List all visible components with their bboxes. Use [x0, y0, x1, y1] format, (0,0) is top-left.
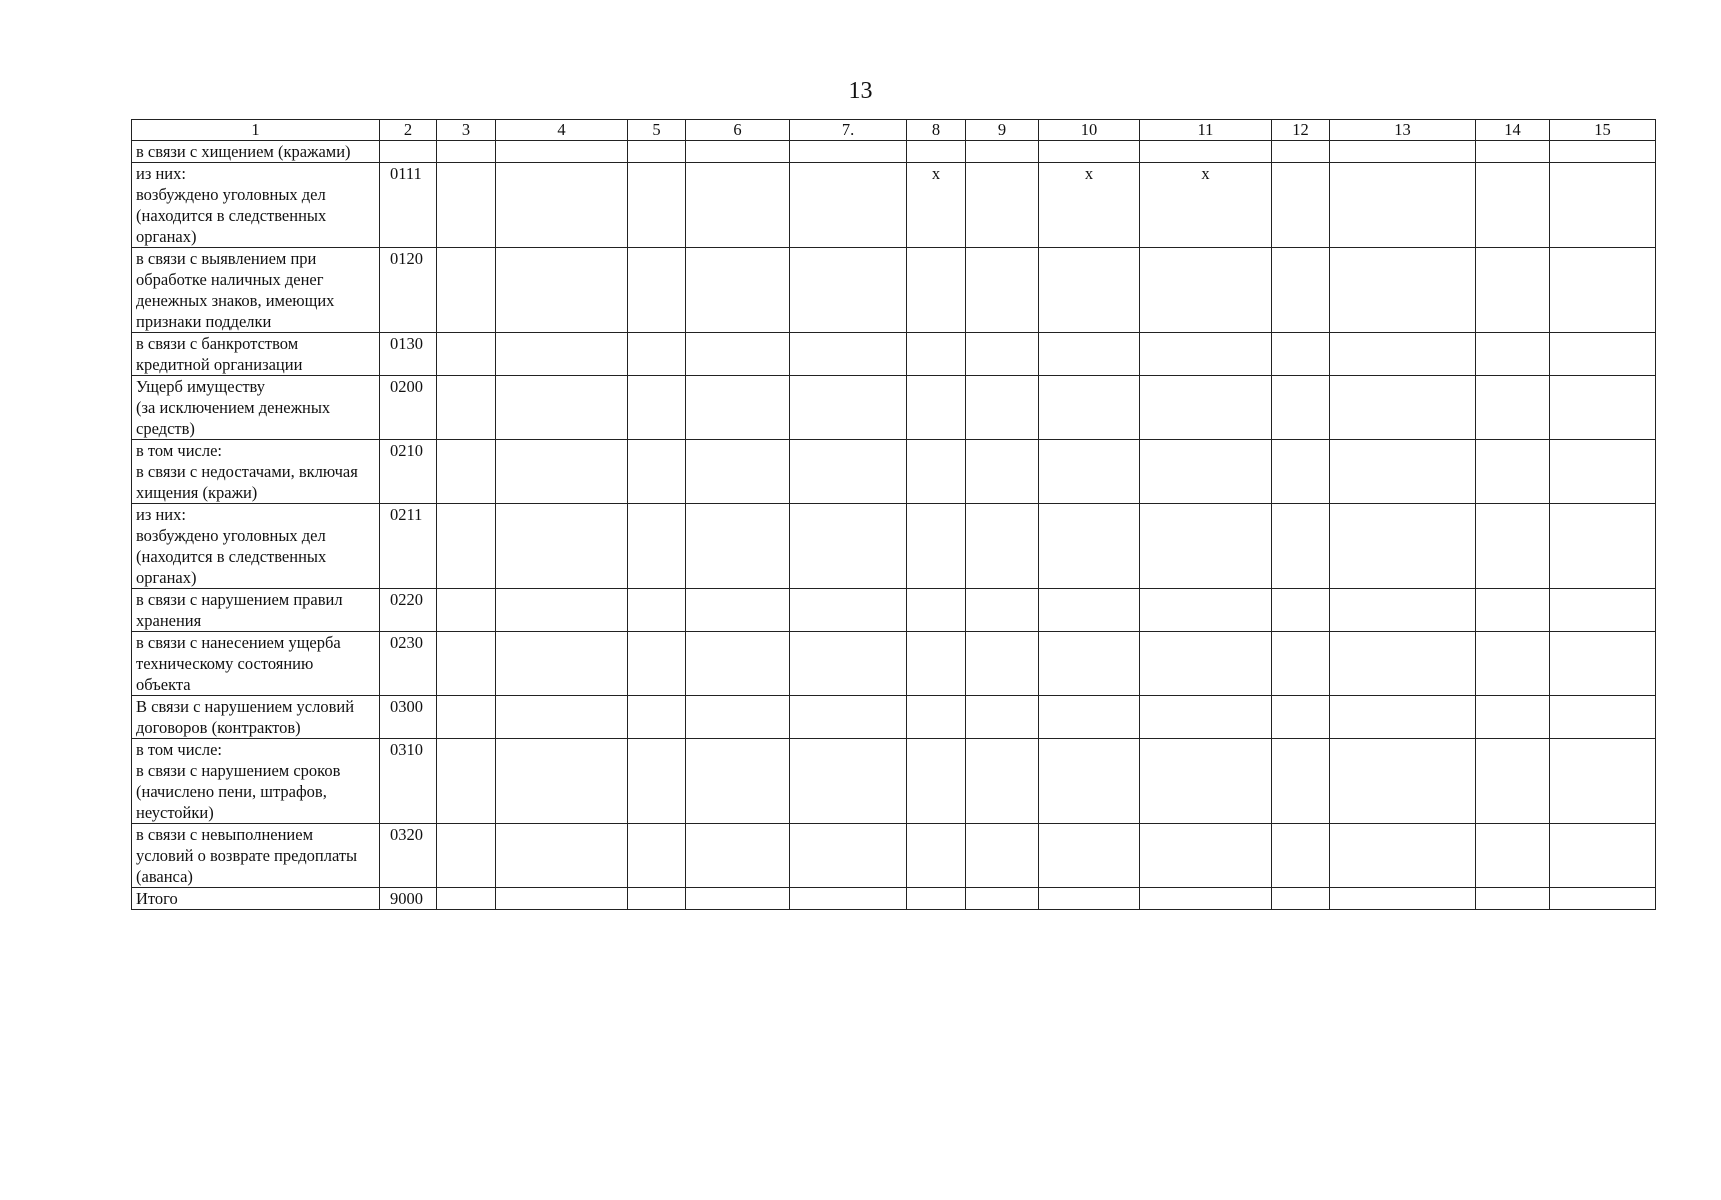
data-cell	[1476, 141, 1550, 163]
row-code: 0211	[380, 504, 437, 589]
data-cell	[437, 163, 496, 248]
data-cell	[790, 696, 907, 739]
data-cell	[1039, 589, 1140, 632]
data-cell	[496, 141, 628, 163]
data-cell	[437, 589, 496, 632]
data-cell	[1140, 333, 1272, 376]
data-cell	[1039, 888, 1140, 910]
data-cell	[686, 632, 790, 696]
data-cell	[496, 376, 628, 440]
data-cell	[1476, 589, 1550, 632]
data-cell	[1039, 376, 1140, 440]
row-label: Ущерб имуществу (за исключением денежных средств)	[132, 376, 380, 440]
data-cell	[1140, 739, 1272, 824]
data-cell	[1330, 163, 1476, 248]
data-cell	[437, 440, 496, 504]
data-cell	[790, 739, 907, 824]
data-cell	[790, 888, 907, 910]
data-cell	[1330, 141, 1476, 163]
data-cell	[1272, 696, 1330, 739]
data-cell	[1550, 739, 1656, 824]
data-cell	[1039, 248, 1140, 333]
data-cell	[496, 589, 628, 632]
data-cell	[1272, 504, 1330, 589]
data-cell	[907, 504, 966, 589]
column-number-10: 10	[1039, 120, 1140, 141]
data-cell	[437, 248, 496, 333]
row-label: в том числе: в связи с недостачами, включая хищения (кражи)	[132, 440, 380, 504]
data-cell	[686, 824, 790, 888]
data-cell	[966, 632, 1039, 696]
data-cell	[1272, 739, 1330, 824]
data-cell	[437, 333, 496, 376]
data-cell	[1272, 589, 1330, 632]
row-label: в связи с выявлением при обработке наличных денег денежных знаков, имеющих признаки подделки	[132, 248, 380, 333]
data-cell	[628, 632, 686, 696]
data-cell	[686, 141, 790, 163]
data-cell	[686, 333, 790, 376]
data-cell	[437, 504, 496, 589]
data-cell	[1039, 824, 1140, 888]
data-cell	[1272, 824, 1330, 888]
data-cell	[790, 589, 907, 632]
data-cell	[907, 739, 966, 824]
data-cell	[496, 163, 628, 248]
data-cell	[686, 589, 790, 632]
data-cell	[1039, 141, 1140, 163]
data-cell	[1550, 504, 1656, 589]
data-cell	[790, 333, 907, 376]
data-cell	[1550, 589, 1656, 632]
data-cell	[790, 440, 907, 504]
table-row	[132, 632, 1656, 696]
data-cell	[686, 696, 790, 739]
table-row	[132, 440, 1656, 504]
table-row	[132, 589, 1656, 632]
data-cell	[907, 589, 966, 632]
data-cell	[496, 333, 628, 376]
data-cell	[437, 739, 496, 824]
data-cell	[1330, 589, 1476, 632]
row-label: Итого	[132, 888, 380, 910]
column-number-15: 15	[1550, 120, 1656, 141]
data-cell	[628, 696, 686, 739]
data-cell	[686, 739, 790, 824]
data-cell	[496, 696, 628, 739]
column-number-2: 2	[380, 120, 437, 141]
data-cell	[1330, 739, 1476, 824]
report-table	[131, 119, 1656, 910]
page-number: 13	[848, 78, 873, 104]
data-cell	[907, 632, 966, 696]
data-cell	[1039, 632, 1140, 696]
data-cell	[628, 440, 686, 504]
data-cell	[1476, 739, 1550, 824]
data-cell	[1550, 632, 1656, 696]
data-cell	[1140, 824, 1272, 888]
table-row	[132, 824, 1656, 888]
row-code: 0320	[380, 824, 437, 888]
data-cell	[1550, 376, 1656, 440]
data-cell	[1140, 141, 1272, 163]
column-number-14: 14	[1476, 120, 1550, 141]
data-cell	[686, 888, 790, 910]
table-row	[132, 888, 1656, 910]
row-code	[380, 141, 437, 163]
data-cell	[1476, 888, 1550, 910]
data-cell	[966, 440, 1039, 504]
data-cell	[686, 376, 790, 440]
table-row	[132, 739, 1656, 824]
data-cell	[790, 248, 907, 333]
column-number-1: 1	[132, 120, 380, 141]
table-row	[132, 333, 1656, 376]
data-cell	[1039, 440, 1140, 504]
data-cell	[1140, 248, 1272, 333]
data-cell	[1272, 376, 1330, 440]
data-cell	[437, 696, 496, 739]
data-cell	[907, 824, 966, 888]
data-cell	[1476, 376, 1550, 440]
data-cell	[1330, 888, 1476, 910]
data-cell	[966, 141, 1039, 163]
data-cell	[790, 376, 907, 440]
row-label: в связи с банкротством кредитной организации	[132, 333, 380, 376]
table-row	[132, 141, 1656, 163]
table-row	[132, 696, 1656, 739]
data-cell	[496, 248, 628, 333]
data-cell	[966, 376, 1039, 440]
data-cell	[628, 739, 686, 824]
data-cell	[496, 440, 628, 504]
data-cell	[437, 141, 496, 163]
data-cell	[1476, 504, 1550, 589]
row-code: 0111	[380, 163, 437, 248]
data-cell	[966, 589, 1039, 632]
data-cell	[1140, 696, 1272, 739]
data-cell	[628, 504, 686, 589]
data-cell: x	[907, 163, 966, 248]
data-cell	[1140, 589, 1272, 632]
data-cell	[1330, 376, 1476, 440]
data-cell	[907, 376, 966, 440]
data-cell	[628, 589, 686, 632]
data-cell	[966, 824, 1039, 888]
data-cell	[907, 141, 966, 163]
data-cell	[628, 888, 686, 910]
data-cell	[790, 824, 907, 888]
data-cell	[628, 141, 686, 163]
data-cell	[1272, 248, 1330, 333]
column-number-12: 12	[1272, 120, 1330, 141]
data-cell	[1330, 824, 1476, 888]
data-cell	[1272, 440, 1330, 504]
data-cell	[907, 248, 966, 333]
table-row	[132, 376, 1656, 440]
row-label: из них: возбуждено уголовных дел (находится в следственных органах)	[132, 504, 380, 589]
data-cell	[1039, 739, 1140, 824]
row-label: В связи с нарушением условий договоров (контрактов)	[132, 696, 380, 739]
data-cell	[496, 888, 628, 910]
data-cell	[1140, 632, 1272, 696]
data-cell	[966, 739, 1039, 824]
data-cell	[1272, 163, 1330, 248]
data-cell	[1272, 888, 1330, 910]
data-cell	[1550, 824, 1656, 888]
row-code: 0310	[380, 739, 437, 824]
row-code: 9000	[380, 888, 437, 910]
data-cell	[966, 888, 1039, 910]
data-cell	[1330, 248, 1476, 333]
data-cell: x	[1039, 163, 1140, 248]
data-cell	[1039, 696, 1140, 739]
data-cell	[790, 141, 907, 163]
table-row	[132, 248, 1656, 333]
data-cell	[907, 696, 966, 739]
data-cell	[1476, 248, 1550, 333]
row-label: в связи с нарушением правил хранения	[132, 589, 380, 632]
data-cell	[686, 440, 790, 504]
column-number-9: 9	[966, 120, 1039, 141]
data-cell	[1140, 888, 1272, 910]
data-cell	[1330, 696, 1476, 739]
data-cell	[496, 824, 628, 888]
data-cell	[790, 504, 907, 589]
data-cell	[907, 888, 966, 910]
data-cell	[1272, 333, 1330, 376]
data-cell	[437, 376, 496, 440]
data-cell	[790, 163, 907, 248]
data-cell	[1272, 632, 1330, 696]
data-cell	[496, 632, 628, 696]
data-cell	[1550, 248, 1656, 333]
data-cell	[437, 632, 496, 696]
data-cell	[496, 739, 628, 824]
table-row	[132, 163, 1656, 248]
data-cell	[1140, 504, 1272, 589]
data-cell	[628, 163, 686, 248]
data-cell	[790, 632, 907, 696]
row-label: в связи с невыполнением условий о возврате предоплаты (аванса)	[132, 824, 380, 888]
data-cell	[686, 163, 790, 248]
data-cell	[1272, 141, 1330, 163]
row-label: в связи с нанесением ущерба техническому состоянию объекта	[132, 632, 380, 696]
data-cell	[966, 696, 1039, 739]
data-cell	[907, 440, 966, 504]
data-cell	[1476, 440, 1550, 504]
data-cell	[1550, 696, 1656, 739]
data-cell	[966, 248, 1039, 333]
data-cell	[1476, 696, 1550, 739]
data-cell	[1330, 333, 1476, 376]
data-cell: x	[1140, 163, 1272, 248]
data-cell	[628, 824, 686, 888]
row-code: 0130	[380, 333, 437, 376]
row-code: 0200	[380, 376, 437, 440]
row-code: 0300	[380, 696, 437, 739]
row-label: в том числе: в связи с нарушением сроков (начислено пени, штрафов, неустойки)	[132, 739, 380, 824]
data-cell	[1330, 632, 1476, 696]
column-number-3: 3	[437, 120, 496, 141]
data-cell	[907, 333, 966, 376]
row-label: в связи с хищением (кражами)	[132, 141, 380, 163]
data-cell	[628, 376, 686, 440]
table-body	[132, 141, 1656, 910]
row-code: 0230	[380, 632, 437, 696]
data-cell	[437, 824, 496, 888]
data-cell	[966, 163, 1039, 248]
table-row	[132, 504, 1656, 589]
data-cell	[686, 248, 790, 333]
data-cell	[1330, 440, 1476, 504]
column-number-11: 11	[1140, 120, 1272, 141]
data-cell	[1550, 141, 1656, 163]
data-cell	[1476, 163, 1550, 248]
data-cell	[437, 888, 496, 910]
data-cell	[1550, 440, 1656, 504]
column-number-row	[132, 120, 1656, 141]
column-number-5: 5	[628, 120, 686, 141]
data-cell	[496, 504, 628, 589]
data-cell	[1330, 504, 1476, 589]
column-number-13: 13	[1330, 120, 1476, 141]
data-cell	[1550, 333, 1656, 376]
data-cell	[1476, 333, 1550, 376]
data-cell	[1550, 888, 1656, 910]
row-code: 0210	[380, 440, 437, 504]
data-cell	[628, 333, 686, 376]
column-number-7: 7.	[790, 120, 907, 141]
data-cell	[1550, 163, 1656, 248]
data-cell	[1140, 376, 1272, 440]
row-code: 0120	[380, 248, 437, 333]
data-cell	[686, 504, 790, 589]
data-cell	[628, 248, 686, 333]
data-cell	[1039, 504, 1140, 589]
column-number-8: 8	[907, 120, 966, 141]
data-cell	[966, 504, 1039, 589]
data-cell	[966, 333, 1039, 376]
data-cell	[1039, 333, 1140, 376]
row-code: 0220	[380, 589, 437, 632]
data-cell	[1476, 824, 1550, 888]
data-cell	[1476, 632, 1550, 696]
row-label: из них: возбуждено уголовных дел (находится в следственных органах)	[132, 163, 380, 248]
data-cell	[1140, 440, 1272, 504]
column-number-4: 4	[496, 120, 628, 141]
column-number-6: 6	[686, 120, 790, 141]
